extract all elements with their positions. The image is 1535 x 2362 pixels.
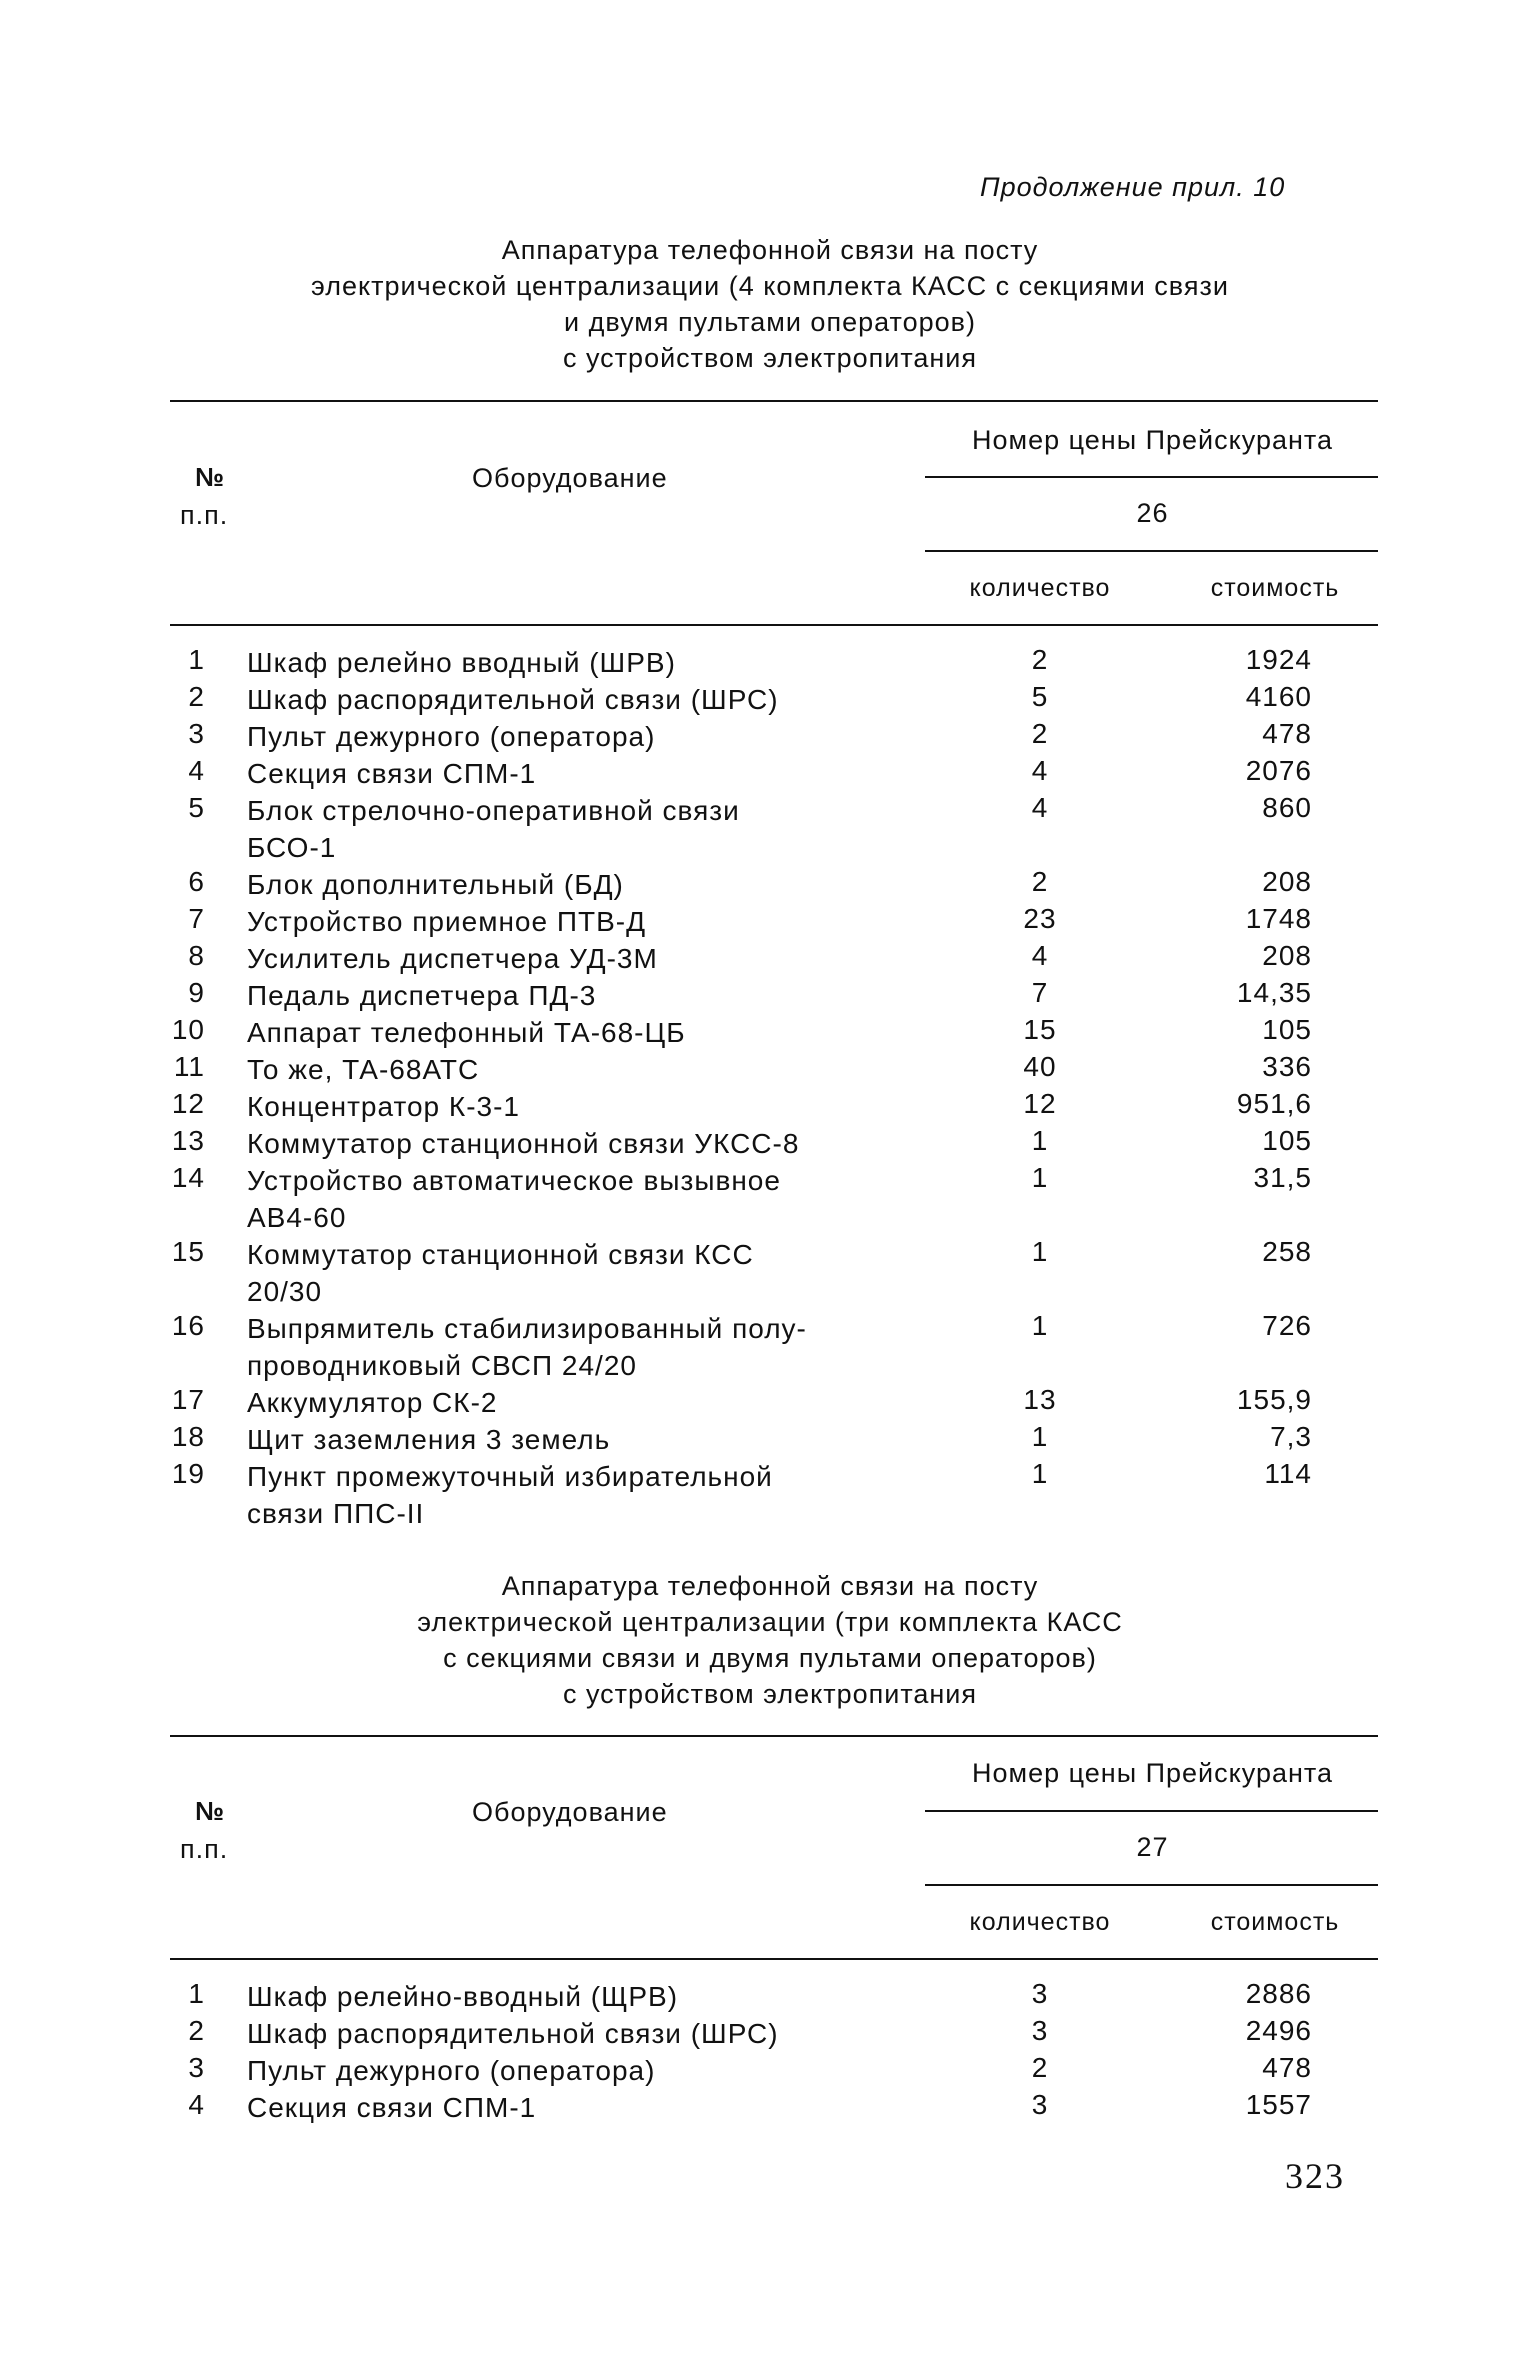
header-rule: [925, 1810, 1378, 1812]
column-header-equipment: Оборудование: [472, 463, 668, 493]
row-number: 14: [171, 1162, 205, 1193]
quantity-value: 12: [1023, 1088, 1057, 1119]
row-number: 3: [188, 718, 205, 749]
cost-value: 114: [1264, 1458, 1312, 1489]
cost-value: 258: [1262, 1236, 1312, 1267]
equipment-name: [247, 1310, 907, 1384]
quantity-value: 3: [1031, 2015, 1049, 2046]
cost-value: 726: [1262, 1310, 1312, 1341]
quantity-value: 1: [1031, 1310, 1049, 1341]
equipment-name-line: БСО-1: [247, 832, 337, 863]
equipment-name: [247, 1458, 907, 1532]
row-number: 2: [188, 2015, 205, 2046]
equipment-name: Аккумулятор СК-2: [247, 1387, 498, 1418]
header-rule: [925, 550, 1378, 552]
row-number: 9: [188, 977, 205, 1008]
equipment-name-line: Пункт промежуточный избирательной: [247, 1461, 773, 1492]
row-number: 17: [171, 1384, 205, 1415]
cost-value: 4160: [1245, 681, 1312, 712]
header-rule: [925, 476, 1378, 478]
quantity-value: 2: [1031, 718, 1049, 749]
equipment-name: [247, 1236, 907, 1310]
cost-value: 155,9: [1236, 1384, 1312, 1415]
table-2-caption: [170, 1568, 1370, 1712]
row-number: 4: [188, 2089, 205, 2120]
page-number: 323: [1285, 2156, 1345, 2196]
header-rule: [925, 1884, 1378, 1886]
cost-value: 951,6: [1236, 1088, 1312, 1119]
row-number: 15: [171, 1236, 205, 1267]
row-number: 13: [171, 1125, 205, 1156]
column-header-price-code: 27: [1136, 1832, 1169, 1862]
row-number: 7: [188, 903, 205, 934]
caption-line: электрической централизации (три комплекта КАСС: [417, 1607, 1123, 1637]
equipment-name: Секция связи СПМ-1: [247, 758, 537, 789]
column-header-cost: стоимость: [1210, 574, 1340, 602]
row-number: 1: [188, 644, 205, 675]
caption-line: с секциями связи и двумя пультами операторов): [443, 1643, 1097, 1673]
equipment-name-line: Коммутатор станционной связи КСС: [247, 1239, 754, 1270]
equipment-name: Аппарат телефонный ТА-68-ЦБ: [247, 1017, 686, 1048]
column-header-price-list: Номер цены Прейскуранта: [972, 425, 1333, 455]
equipment-name-line: Блок стрелочно-оперативной связи: [247, 795, 740, 826]
equipment-name-line: АВ4-60: [247, 1202, 347, 1233]
equipment-name: Пульт дежурного (оператора): [247, 2055, 656, 2086]
column-header-number: п.п.: [180, 500, 229, 530]
equipment-name: Блок дополнительный (БД): [247, 869, 624, 900]
cost-value: 7,3: [1270, 1421, 1312, 1452]
quantity-value: 4: [1031, 940, 1049, 971]
row-number: 10: [171, 1014, 205, 1045]
caption-line: электрической централизации (4 комплекта КАСС с секциями связи: [311, 271, 1229, 301]
cost-value: 1748: [1245, 903, 1312, 934]
quantity-value: 2: [1031, 2052, 1049, 2083]
column-header-number-sign: №: [195, 1796, 225, 1826]
equipment-name: Шкаф распорядительной связи (ШРС): [247, 684, 779, 715]
column-header-number-sign: №: [195, 462, 225, 492]
running-head: Продолжение прил. 10: [980, 172, 1286, 202]
equipment-name: Пульт дежурного (оператора): [247, 721, 656, 752]
cost-value: 478: [1262, 718, 1312, 749]
cost-value: 478: [1262, 2052, 1312, 2083]
equipment-name-line: связи ППС-II: [247, 1498, 425, 1529]
equipment-name: Шкаф релейно вводный (ШРВ): [247, 647, 676, 678]
cost-value: 105: [1262, 1014, 1312, 1045]
quantity-value: 2: [1031, 866, 1049, 897]
cost-value: 31,5: [1253, 1162, 1312, 1193]
cost-value: 208: [1262, 866, 1312, 897]
quantity-value: 15: [1023, 1014, 1057, 1045]
column-header-quantity: количество: [969, 1908, 1111, 1936]
cost-value: 2886: [1245, 1978, 1312, 2009]
column-header-quantity: количество: [969, 574, 1111, 602]
row-number: 6: [188, 866, 205, 897]
equipment-name: Секция связи СПМ-1: [247, 2092, 537, 2123]
equipment-name: Шкаф распорядительной связи (ШРС): [247, 2018, 779, 2049]
quantity-value: 3: [1031, 1978, 1049, 2009]
cost-value: 2076: [1245, 755, 1312, 786]
quantity-value: 40: [1023, 1051, 1057, 1082]
cost-value: 1557: [1245, 2089, 1312, 2120]
cost-value: 1924: [1245, 644, 1312, 675]
row-number: 4: [188, 755, 205, 786]
quantity-value: 4: [1031, 792, 1049, 823]
equipment-name-line: проводниковый СВСП 24/20: [247, 1350, 637, 1381]
quantity-value: 4: [1031, 755, 1049, 786]
row-number: 19: [171, 1458, 205, 1489]
equipment-name: Устройство приемное ПТВ-Д: [247, 906, 647, 937]
row-number: 3: [188, 2052, 205, 2083]
equipment-name: Концентратор К-3-1: [247, 1091, 520, 1122]
cost-value: 14,35: [1236, 977, 1312, 1008]
quantity-value: 3: [1031, 2089, 1049, 2120]
row-number: 1: [188, 1978, 205, 2009]
row-number: 8: [188, 940, 205, 971]
table-1-caption: [170, 232, 1370, 376]
row-number: 11: [173, 1051, 205, 1082]
cost-value: 2496: [1245, 2015, 1312, 2046]
equipment-name: Шкаф релейно-вводный (ЩРВ): [247, 1981, 679, 2012]
quantity-value: 5: [1031, 681, 1049, 712]
caption-line: и двумя пультами операторов): [564, 307, 976, 337]
table-top-rule: [170, 1735, 1378, 1737]
equipment-name-line: Устройство автоматическое вызывное: [247, 1165, 781, 1196]
equipment-name: Щит заземления 3 земель: [247, 1424, 611, 1455]
equipment-name: Усилитель диспетчера УД-3М: [247, 943, 658, 974]
row-number: 12: [171, 1088, 205, 1119]
column-header-number: п.п.: [180, 1834, 229, 1864]
caption-line: с устройством электропитания: [562, 1679, 978, 1709]
quantity-value: 1: [1031, 1421, 1049, 1452]
equipment-name-line: Выпрямитель стабилизированный полу-: [247, 1313, 807, 1344]
quantity-value: 1: [1031, 1162, 1049, 1193]
equipment-name: Коммутатор станционной связи УКСС-8: [247, 1128, 800, 1159]
quantity-value: 2: [1031, 644, 1049, 675]
table-top-rule: [170, 400, 1378, 402]
quantity-value: 1: [1031, 1125, 1049, 1156]
header-bottom-rule: [170, 1958, 1378, 1960]
column-header-equipment: Оборудование: [472, 1797, 668, 1827]
column-header-price-code: 26: [1136, 498, 1169, 528]
row-number: 18: [171, 1421, 205, 1452]
row-number: 5: [188, 792, 205, 823]
header-bottom-rule: [170, 624, 1378, 626]
row-number: 16: [171, 1310, 205, 1341]
quantity-value: 13: [1023, 1384, 1057, 1415]
caption-line: Аппаратура телефонной связи на посту: [501, 1571, 1039, 1601]
equipment-name: [247, 792, 907, 866]
equipment-name: То же, ТА-68АТС: [247, 1054, 480, 1085]
quantity-value: 1: [1031, 1458, 1049, 1489]
cost-value: 105: [1262, 1125, 1312, 1156]
equipment-name: Педаль диспетчера ПД-3: [247, 980, 597, 1011]
equipment-name-line: 20/30: [247, 1276, 323, 1307]
cost-value: 208: [1262, 940, 1312, 971]
equipment-name: [247, 1162, 907, 1236]
cost-value: 336: [1262, 1051, 1312, 1082]
column-header-price-list: Номер цены Прейскуранта: [972, 1758, 1333, 1788]
caption-line: Аппаратура телефонной связи на посту: [501, 235, 1039, 265]
quantity-value: 1: [1031, 1236, 1049, 1267]
row-number: 2: [188, 681, 205, 712]
quantity-value: 23: [1023, 903, 1057, 934]
cost-value: 860: [1262, 792, 1312, 823]
column-header-cost: стоимость: [1210, 1908, 1340, 1936]
quantity-value: 7: [1031, 977, 1049, 1008]
caption-line: с устройством электропитания: [562, 343, 978, 373]
